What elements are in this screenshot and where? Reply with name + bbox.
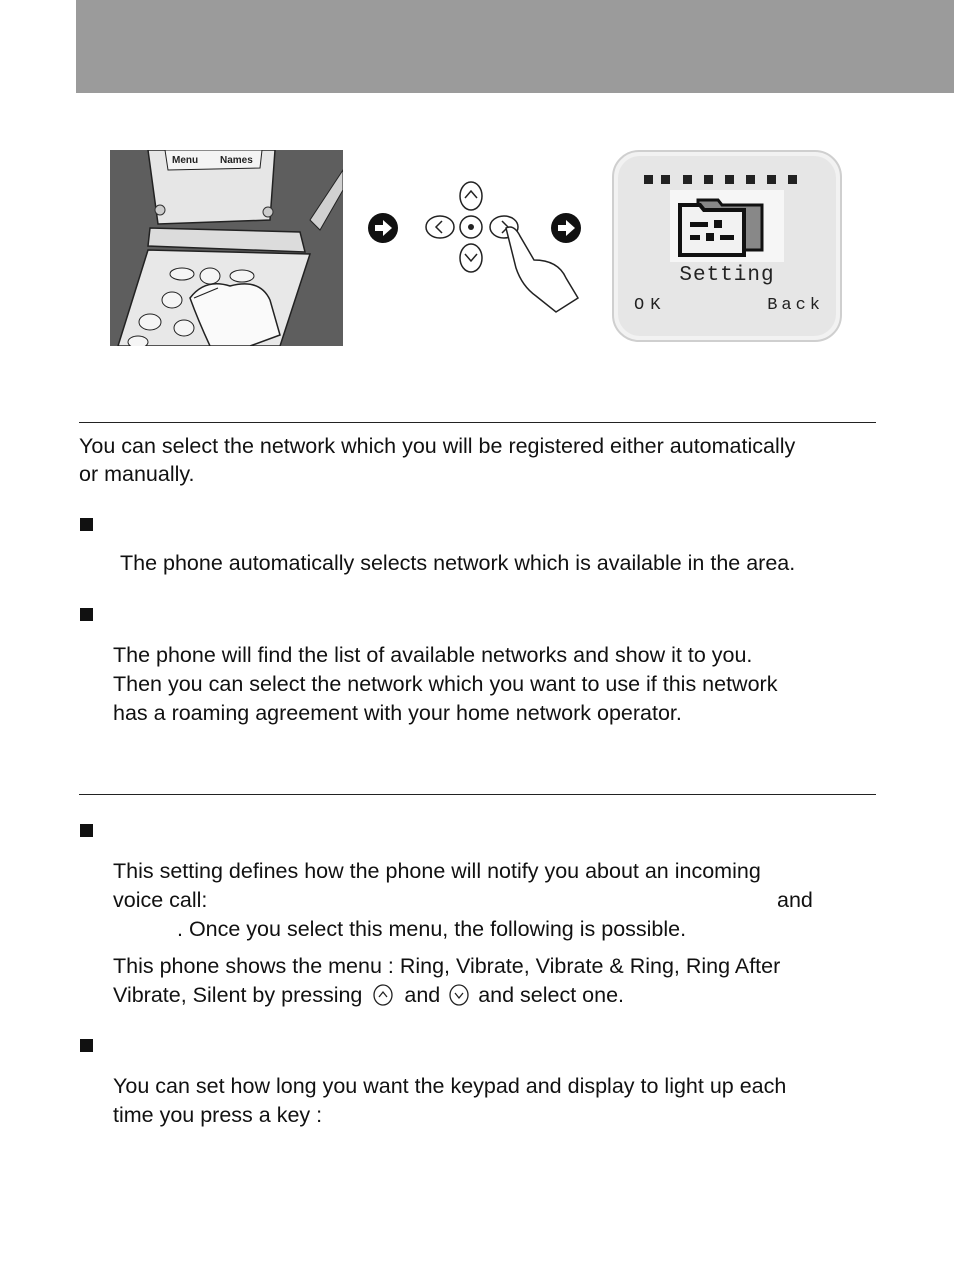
backlight-line2: time you press a key : [113,1103,323,1127]
lcd-title: Setting [679,264,775,287]
lcd-screen [612,150,842,342]
phone-softkey-right: Names [220,155,253,166]
network-intro-line1: You can select the network which you will be registered either automatically [79,434,796,458]
bullet-alert-type [80,824,93,837]
settings-folder-icon [670,190,784,262]
down-key-icon [448,984,470,1006]
manual-line3: has a roaming agreement with your home network operator. [113,701,682,725]
alert-menu-line2-c: and select one. [478,983,625,1007]
lcd-softkey-back: Back [767,296,824,315]
bullet-manual [80,608,93,621]
alert-menu-line2-a: Vibrate, Silent by pressing [113,983,363,1007]
alert-menu-line2-b: and [404,983,441,1007]
network-intro-line2: or manually. [79,462,195,486]
manual-line1: The phone will find the list of available networks and show it to you. [113,643,753,667]
lcd-softkey-ok: OK [634,296,667,315]
navigation-key-icon [418,178,583,313]
manual-line2: Then you can select the network which you want to use if this network [113,672,778,696]
alert-line3: . Once you select this menu, the following is possible. [177,917,687,941]
up-key-icon [372,984,394,1006]
bullet-automatic [80,518,93,531]
arrow-right-icon [367,212,399,244]
section-divider [79,794,876,795]
bullet-backlight [80,1039,93,1052]
header-band [76,0,954,93]
automatic-description: The phone automatically selects network which is available in the area. [120,551,796,575]
arrow-right-icon [550,212,582,244]
alert-menu-line1: This phone shows the menu : Ring, Vibrate, Vibrate & Ring, Ring After [113,954,781,978]
alert-menu-line2 [113,981,624,1010]
backlight-line1: You can set how long you want the keypad and display to light up each [113,1074,787,1098]
alert-line2-start: voice call: [113,888,208,912]
alert-line2-end: and [777,888,813,912]
phone-keypad-illustration [110,150,343,346]
alert-line1: This setting defines how the phone will notify you about an incoming [113,859,761,883]
section-divider [79,422,876,423]
phone-softkey-left: Menu [172,155,199,166]
